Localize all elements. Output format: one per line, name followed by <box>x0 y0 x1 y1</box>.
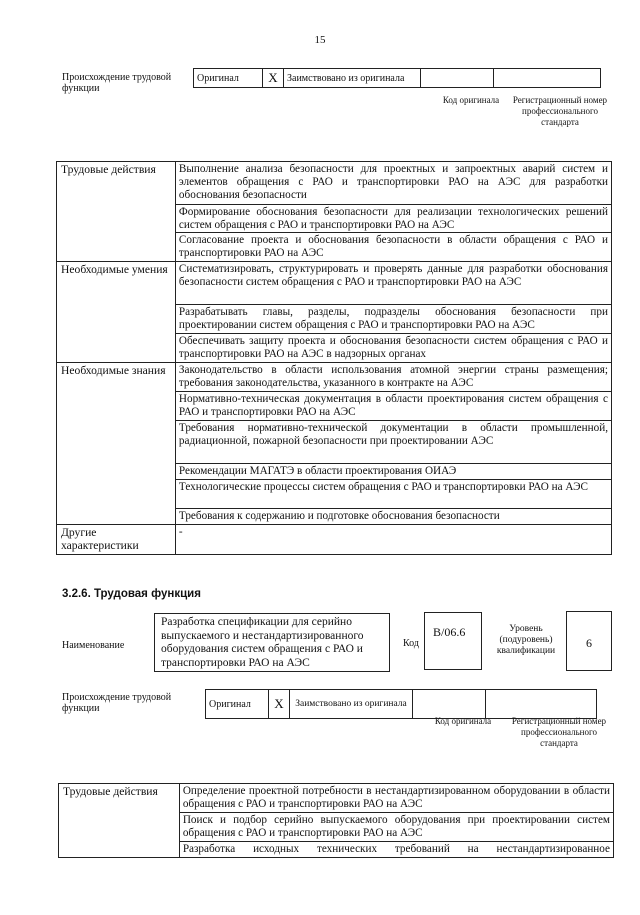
knowledge-item: Рекомендации МАГАТЭ в области проектирования ОИАЭ <box>175 464 611 480</box>
code-original-cell <box>421 69 494 88</box>
skills-label: Необходимые умения <box>57 262 176 363</box>
code-label: Код <box>403 638 419 649</box>
page-number: 15 <box>314 34 326 46</box>
skill-item: Обеспечивать защиту проекта и обоснования безопасности систем обращения с РАО и транспортировки РАО на АЭС в надзорных органах <box>175 334 611 363</box>
code-original-caption: Код оригинала <box>434 716 492 726</box>
knowledge-item: Технологические процессы систем обращения с РАО и транспортировки РАО на АЭС <box>175 480 611 509</box>
action-item: Формирование обоснования безопасности для реализации технологических решений систем обращения с РАО и транспортировки РАО на АЭС <box>175 205 611 233</box>
origin-table <box>193 68 601 88</box>
knowledge-label: Необходимые знания <box>57 363 176 525</box>
original-label: Оригинал <box>206 690 269 719</box>
action-item: Определение проектной потребности в нестандартизированном оборудовании в области обращения с РАО и транспортировки РАО на АЭС <box>179 784 613 813</box>
action-item: Разработка исходных технических требований на нестандартизированное <box>179 842 613 858</box>
skill-item: Систематизировать, структурировать и проверять данные для разработки обоснования безопасности систем обращения с РАО и транспортировки РАО на АЭС <box>175 262 611 305</box>
origin-label: Происхождение трудовой функции <box>62 72 172 94</box>
function-name-box: Разработка спецификации для серийно выпускаемого и нестандартизированного оборудования систем обращения с РАО и транспортировки РАО на АЭС <box>154 613 390 672</box>
reg-number-cell <box>486 690 597 719</box>
name-label: Наименование <box>62 640 125 651</box>
section-heading: 3.2.6. Трудовая функция <box>62 588 201 600</box>
knowledge-item: Законодательство в области использования атомной энергии страны размещения; требования законодательства, указанного в контракте на АЭС <box>175 363 611 392</box>
code-original-caption: Код оригинала <box>442 95 500 105</box>
other-value: - <box>175 525 611 555</box>
reg-number-caption: Регистрационный номер профессионального стандарта <box>512 95 608 127</box>
borrowed-label: Заимствовано из оригинала <box>290 690 413 719</box>
actions-label: Трудовые действия <box>57 162 176 262</box>
original-mark: X <box>263 69 284 88</box>
action-item: Поиск и подбор серийно выпускаемого оборудования при проектировании систем обращения с РАО и транспортировки РАО на АЭС <box>179 813 613 842</box>
code-original-cell <box>413 690 486 719</box>
knowledge-item: Требования к содержанию и подготовке обоснования безопасности <box>175 509 611 525</box>
action-item: Согласование проекта и обоснования безопасности в области обращения с РАО и транспортировки РАО на АЭС <box>175 233 611 262</box>
origin-table <box>205 689 597 719</box>
function-code-box: В/06.6 <box>424 612 482 670</box>
actions-label: Трудовые действия <box>59 784 180 858</box>
original-label: Оригинал <box>194 69 263 88</box>
knowledge-item: Требования нормативно-технической документации в области промышленной, радиационной, пожарной безопасности при проектировании АЭС <box>175 421 611 464</box>
original-mark: X <box>269 690 290 719</box>
function-details-table <box>56 161 612 555</box>
origin-label: Происхождение трудовой функции <box>62 692 172 714</box>
borrowed-label: Заимствовано из оригинала <box>284 69 421 88</box>
level-value-box: 6 <box>566 611 612 671</box>
action-item: Выполнение анализа безопасности для проектных и запроектных аварий систем и элементов обращения с РАО и транспортировки РАО на АЭС для разработки обоснования безопасности <box>175 162 611 205</box>
knowledge-item: Нормативно-техническая документация в области проектирования систем обращения с РАО и транспортировки РАО на АЭС <box>175 392 611 421</box>
reg-number-cell <box>494 69 601 88</box>
level-label: Уровень (подуровень) квалификации <box>496 624 556 656</box>
other-label: Другие характеристики <box>57 525 176 555</box>
reg-number-caption: Регистрационный номер профессионального стандарта <box>511 716 607 748</box>
function-details-table <box>58 783 614 858</box>
skill-item: Разрабатывать главы, разделы, подразделы обоснования безопасности при проектировании систем обращения с РАО и транспортировки РАО на АЭС <box>175 305 611 334</box>
